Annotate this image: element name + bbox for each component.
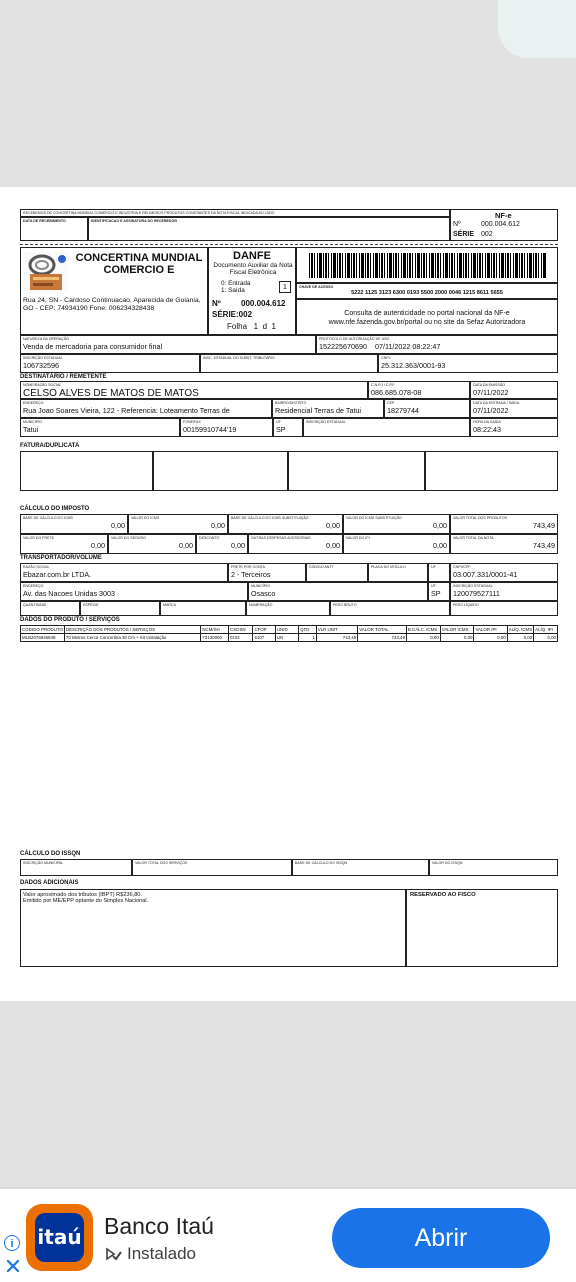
emitter-name: CONCERTINA MUNDIAL COMERCIO E xyxy=(75,252,203,276)
issqn-label: VALOR DO ISSQN xyxy=(432,861,463,865)
nature-value: Venda de mercadoria para consumidor final xyxy=(23,342,163,351)
danfe-title: DANFE xyxy=(233,250,271,262)
header-cell: QTD xyxy=(299,626,317,634)
additional-info-box xyxy=(20,889,406,967)
receipt-nfe-no-label: Nº xyxy=(453,221,461,228)
header-cell: DESCRIÇÃO DOS PRODUTOS / SERVIÇOS xyxy=(64,626,200,634)
tax-icms-st xyxy=(343,514,450,534)
issue-date-label: DATA DA EMISSÃO xyxy=(473,383,506,387)
additional-text-1: Valor aproximado dos tributos (IBPT) R$236,80. xyxy=(23,892,142,898)
exit-time-cell xyxy=(470,418,558,437)
nature-label: NATUREZA DA OPERAÇÃO xyxy=(23,337,70,341)
carrier-city-cell xyxy=(248,582,428,601)
tax-value: 0,00 xyxy=(111,521,125,530)
tax-label: BASE DE CÁLCULO DO ICMS SUBSTITUIÇÃO xyxy=(231,516,309,520)
cell: 743,49 xyxy=(358,634,407,642)
invoice-cell-3 xyxy=(288,451,425,491)
carrier-city-label: MUNICÍPIO xyxy=(251,584,270,588)
header-cell: VLR UNIT xyxy=(316,626,358,634)
city-cell xyxy=(20,418,180,437)
qty-cell xyxy=(20,601,80,616)
tax-base-icms xyxy=(20,514,128,534)
carrier-uf2-label: UF xyxy=(431,584,436,588)
consult-line-1: Consulta de autenticidade no portal nacional da NF-e xyxy=(344,310,510,317)
access-key-label: CHAVE DE ACESSO xyxy=(299,285,334,289)
cell: 0102 xyxy=(228,634,253,642)
receipt-nfe-title: NF-e xyxy=(495,211,512,220)
protocol-value: 152225670690 07/11/2022 08:22:47 xyxy=(319,342,441,351)
carrier-address: Av. das Nacoes Unidas 3003 xyxy=(23,589,116,598)
uf-value: SP xyxy=(276,425,286,434)
recipient-section-title: DESTINATÁRIO / REMETENTE xyxy=(20,374,107,380)
barcode-image xyxy=(309,253,547,278)
carrier-name-label: RAZÃO SOCIAL xyxy=(23,565,50,569)
header-cell: CSOSN xyxy=(228,626,253,634)
itau-app-logo[interactable] xyxy=(26,1204,93,1271)
cell: 0,00 xyxy=(474,634,507,642)
species-label: ESPÉCIE xyxy=(83,603,99,607)
products-section-title: DADOS DO PRODUTO / SERVIÇOS xyxy=(20,617,120,623)
danfe-page-count: Folha 1 d 1 xyxy=(227,322,276,331)
cell: 0,00 xyxy=(440,634,474,642)
top-background xyxy=(0,0,576,187)
recipient-name: CELSO ALVES DE MATOS DE MATOS xyxy=(23,388,199,399)
tax-ipi xyxy=(343,534,450,554)
issqn-cell-1 xyxy=(20,859,132,876)
cnpj-value: 25.312.363/0001-93 xyxy=(381,361,446,370)
city-label: MUNICÍPIO xyxy=(23,420,42,424)
exit-time-label: HORA DA SAÍDA xyxy=(473,420,501,424)
danfe-subtitle: Documento Auxiliar da Nota Fiscal Eletrônica xyxy=(213,262,293,276)
cell: 1 xyxy=(299,634,317,642)
itau-logo-text: itaú xyxy=(35,1213,84,1262)
issqn-label: INSCRIÇÃO MUNICIPAL xyxy=(23,861,64,865)
district-cell xyxy=(272,399,384,418)
receipt-nfe-box xyxy=(450,209,558,241)
carrier-address-label: ENDEREÇO xyxy=(23,584,44,588)
issqn-label: BASE DE CÁLCULO DO ISSQN xyxy=(295,861,348,865)
recipient-cpf: 086.685.078-08 xyxy=(371,388,422,397)
gross-weight-label: PESO BRUTO xyxy=(333,603,357,607)
cell: 0,00 xyxy=(507,634,533,642)
cep-cell xyxy=(384,399,470,418)
cnpj-cell xyxy=(378,354,558,373)
issue-date-cell xyxy=(470,381,558,399)
tax-value: 0,00 xyxy=(326,541,340,550)
carrier-address-cell xyxy=(20,582,248,601)
invoice-cell-2 xyxy=(153,451,288,491)
freight-label: FRETE POR CONTA xyxy=(231,565,265,569)
ad-app-name[interactable]: Banco Itaú xyxy=(104,1213,214,1239)
carrier-ie-label: INSCRIÇÃO ESTADUAL xyxy=(453,584,493,588)
uf-label: UF xyxy=(276,420,281,424)
open-button[interactable]: Abrir xyxy=(332,1208,550,1268)
uf-cell xyxy=(273,418,303,437)
ie-value: 106732596 xyxy=(23,361,59,370)
tax-label: OUTRAS DESPESAS ACESSÓRIAS xyxy=(251,536,311,540)
invoice-section-title: FATURA/DUPLICATA xyxy=(20,443,80,449)
ad-info-icon[interactable]: i xyxy=(4,1235,20,1251)
header-cell: ALÍQ. IPI xyxy=(534,626,558,634)
tax-label: VALOR DO IPI xyxy=(346,536,370,540)
cell: MLB2076946849 xyxy=(21,634,65,642)
cell: UN xyxy=(275,634,298,642)
recipient-address: Rua Joao Soares Vieira, 122 - Referencia: Loteamento Terras de xyxy=(23,406,230,415)
cell: 6107 xyxy=(253,634,275,642)
cell: 70 Metros Cerca Concertina 30 Cm + Kit Instalação xyxy=(64,634,200,642)
numbering-cell xyxy=(246,601,330,616)
phone-label: FONE/FAX xyxy=(183,420,201,424)
header-cell: NCM/SH xyxy=(201,626,229,634)
carrier-cnpj-cell xyxy=(450,563,558,582)
issqn-label: VALOR TOTAL DOS SERVIÇOS xyxy=(135,861,188,865)
header-cell: B.CÁLC. ICMS xyxy=(406,626,440,634)
carrier-uf2-cell xyxy=(428,582,450,601)
products-table xyxy=(20,625,558,642)
products-table-wrap xyxy=(20,625,558,642)
receipt-header xyxy=(20,209,450,217)
danfe-number: 000.004.612 xyxy=(241,299,286,308)
district-label: BAIRRO/DISTRITO xyxy=(275,401,307,405)
header-cell: ALÍQ. ICMS xyxy=(508,627,533,632)
carrier-name: Ebazar.com.br LTDA. xyxy=(23,570,92,579)
carrier-cnpj-label: CNPJ/CPF xyxy=(453,565,471,569)
ie-subst-label: INSC. ESTADUAL DO SUBST. TRIBUTÁRIO xyxy=(203,356,275,360)
header-cell: CÓDIGO PRODUTO xyxy=(22,627,63,632)
tax-total-products xyxy=(450,514,558,534)
plate-label: PLACA DO VEÍCULO xyxy=(371,565,406,569)
products-header-row xyxy=(21,626,558,634)
issue-date: 07/11/2022 xyxy=(473,388,509,397)
ad-close-icon[interactable] xyxy=(6,1259,20,1273)
recipient-name-label: NOME/RAZÃO SOCIAL xyxy=(23,383,62,387)
carrier-cnpj: 03.007.331/0001-41 xyxy=(453,570,518,579)
city-value: Tatui xyxy=(23,425,39,434)
ie-label: INSCRIÇÃO ESTADUAL xyxy=(23,356,63,360)
recipient-address-cell xyxy=(20,399,272,418)
exit-date: 07/11/2022 xyxy=(473,406,509,415)
gross-weight-cell xyxy=(330,601,450,616)
freight-cell xyxy=(228,563,306,582)
app-ad-banner[interactable] xyxy=(0,1187,576,1282)
floating-bubble[interactable] xyxy=(498,0,576,58)
cell: 0,00 xyxy=(406,634,440,642)
tax-value: 743,49 xyxy=(533,541,555,550)
carrier-name-cell xyxy=(20,563,228,582)
tax-value: 0,00 xyxy=(91,541,105,550)
access-key-box xyxy=(296,283,558,299)
tax-section-title: CÁLCULO DO IMPOSTO xyxy=(20,506,90,512)
numbering-label: NUMERAÇÃO xyxy=(249,603,273,607)
recipient-cpf-label: C.N.P.J / C.P.F xyxy=(371,383,395,387)
invoice-cell-4 xyxy=(425,451,558,491)
freight-value: 2 - Terceiros xyxy=(231,570,271,579)
receipt-nfe-number: 000.004.612 xyxy=(481,221,520,228)
tax-value: 0,00 xyxy=(231,541,245,550)
phone-cell xyxy=(180,418,273,437)
receipt-header-text: RECEBEMOS DE CONCERTINA MUNDIAL COMERCIO E INDUSTRIA E RELIMEROS PRODUTOS CONSTANTES DA NOTA FISCAL INDICADA AO LADO xyxy=(23,211,275,215)
emitter-box xyxy=(20,247,208,335)
tax-other-expenses xyxy=(248,534,343,554)
cnpj-label: CNPJ xyxy=(381,356,391,360)
tax-value: 743,49 xyxy=(533,521,555,530)
carrier-section-title: TRANSPORTADOR/VOLUME xyxy=(20,555,102,561)
antt-label: CÓDIGO ANTT xyxy=(309,565,334,569)
brand-cell xyxy=(160,601,246,616)
carrier-uf-label: UF xyxy=(431,565,436,569)
barcode-box xyxy=(296,247,558,283)
reserved-box xyxy=(406,889,558,967)
tax-label: BASE DE CÁLCULO DO ICMS xyxy=(23,516,73,520)
tax-value: 0,00 xyxy=(179,541,193,550)
danfe-type-box: 1 xyxy=(279,281,291,293)
carrier-uf-cell xyxy=(428,563,450,582)
tax-icms xyxy=(128,514,228,534)
tax-label: VALOR TOTAL DA NOTA xyxy=(453,536,494,540)
recipient-name-cell xyxy=(20,381,368,399)
plate-cell xyxy=(368,563,428,582)
installed-icon xyxy=(106,1246,122,1262)
issqn-section-title: CÁLCULO DO ISSQN xyxy=(20,851,81,857)
receipt-date-cell xyxy=(20,217,88,241)
issqn-cell-3 xyxy=(292,859,429,876)
exit-date-label: DATA DA ENTRADA / SAÍDA xyxy=(473,401,520,405)
receipt-sign-label: IDENTIFICACAO E ASSINATURA DO RECEBEDOR xyxy=(91,219,177,223)
danfe-series: SÉRIE:002 xyxy=(212,310,253,319)
exit-time: 08:22:43 xyxy=(473,425,501,434)
recipient-cpf-cell xyxy=(368,381,470,399)
tax-value: 0,00 xyxy=(433,541,447,550)
cell: 73130000 xyxy=(201,634,229,642)
cep-label: CEP xyxy=(387,401,395,405)
receipt-sign-cell xyxy=(88,217,450,241)
tax-total-invoice xyxy=(450,534,558,554)
brand-label: MARCA xyxy=(163,603,176,607)
tax-label: VALOR DO SEGURO xyxy=(111,536,146,540)
protocol-label: PROTOCOLO DE AUTORIZAÇÃO DE USO xyxy=(319,337,390,341)
issqn-cell-4 xyxy=(429,859,558,876)
danfe-no-label: Nº xyxy=(212,299,221,308)
danfe-box xyxy=(208,247,296,335)
recipient-ie-cell xyxy=(303,418,470,437)
tax-label: VALOR DO ICMS xyxy=(131,516,160,520)
reserved-label: RESERVADO AO FISCO xyxy=(410,892,476,898)
invoice-cell-1 xyxy=(20,451,153,491)
consult-line-2: www.nfe.fazenda.gov.br/portal ou no site da Sefaz Autorizadora xyxy=(328,319,526,326)
header-cell: VALOR TOTAL xyxy=(358,626,407,634)
phone-value: 00159910744'19 xyxy=(183,425,237,434)
tax-label: VALOR DO FRETE xyxy=(23,536,55,540)
nature-cell xyxy=(20,335,316,354)
tax-base-icms-st xyxy=(228,514,343,534)
tax-label: VALOR DO ICMS SUBSTITUIÇÃO xyxy=(346,516,402,520)
antt-cell xyxy=(306,563,368,582)
receipt-date-label: DATA DE RECEBIMENTO xyxy=(23,219,66,223)
tax-value: 0,00 xyxy=(433,521,447,530)
exit-date-cell xyxy=(470,399,558,418)
danfe-exit: 1: Saída xyxy=(221,287,245,294)
cut-line xyxy=(20,244,558,245)
tax-value: 0,00 xyxy=(211,521,225,530)
recipient-ie-label: INSCRIÇÃO ESTADUAL xyxy=(306,420,346,424)
access-key-value: 5222 1125 3123 6300 0193 5500 2000 0046 1215 8611 5655 xyxy=(351,290,503,296)
table-row xyxy=(21,634,558,642)
additional-text-2: Emitido por ME/EPP optante do Simples Nacional. xyxy=(23,898,149,904)
carrier-ie-cell xyxy=(450,582,558,601)
recipient-address-label: ENDEREÇO xyxy=(23,401,44,405)
ie-cell xyxy=(20,354,200,373)
issqn-cell-2 xyxy=(132,859,292,876)
net-weight-cell xyxy=(450,601,558,616)
qty-label: QUANTIDADE xyxy=(23,603,47,607)
tax-freight xyxy=(20,534,108,554)
additional-section-title: DADOS ADICIONAIS xyxy=(20,880,79,886)
ad-installed-status: Instalado xyxy=(127,1244,196,1263)
receipt-series: 002 xyxy=(481,231,493,238)
danfe-entry: 0: Entrada xyxy=(221,280,251,287)
emitter-address: Rua 24, SN - Cardoso Continuacao, Aparecida de Goiania, GO - CEP: 74934190 Fone: 006234328438 xyxy=(23,297,201,312)
header-cell: VALOR IPI xyxy=(474,626,507,634)
consult-box xyxy=(296,299,558,335)
header-cell: VALOR ICMS xyxy=(440,626,474,634)
header-cell: CFOP xyxy=(253,626,275,634)
cell: 743,49 xyxy=(316,634,358,642)
tax-discount xyxy=(196,534,248,554)
tax-value: 0,00 xyxy=(326,521,340,530)
net-weight-label: PESO LÍQUIDO xyxy=(453,603,479,607)
tax-label: DESCONTO xyxy=(199,536,220,540)
carrier-ie: 120079527111 xyxy=(453,589,500,598)
ie-subst-cell xyxy=(200,354,378,373)
danfe-page xyxy=(0,187,576,1001)
carrier-city: Osasco xyxy=(251,589,276,598)
receipt-series-label: SÉRIE xyxy=(453,231,475,238)
cell: 0,00 xyxy=(534,634,558,642)
protocol-cell xyxy=(316,335,558,354)
carrier-uf2: SP xyxy=(431,589,441,598)
district-value: Residencial Terras de Tatui xyxy=(275,406,362,415)
tax-label: VALOR TOTAL DOS PRODUTOS xyxy=(453,516,508,520)
tax-insurance xyxy=(108,534,196,554)
company-logo-icon xyxy=(24,252,68,294)
species-cell xyxy=(80,601,160,616)
cep-value: 18279744 xyxy=(387,406,419,415)
header-cell: UNID xyxy=(275,626,298,634)
